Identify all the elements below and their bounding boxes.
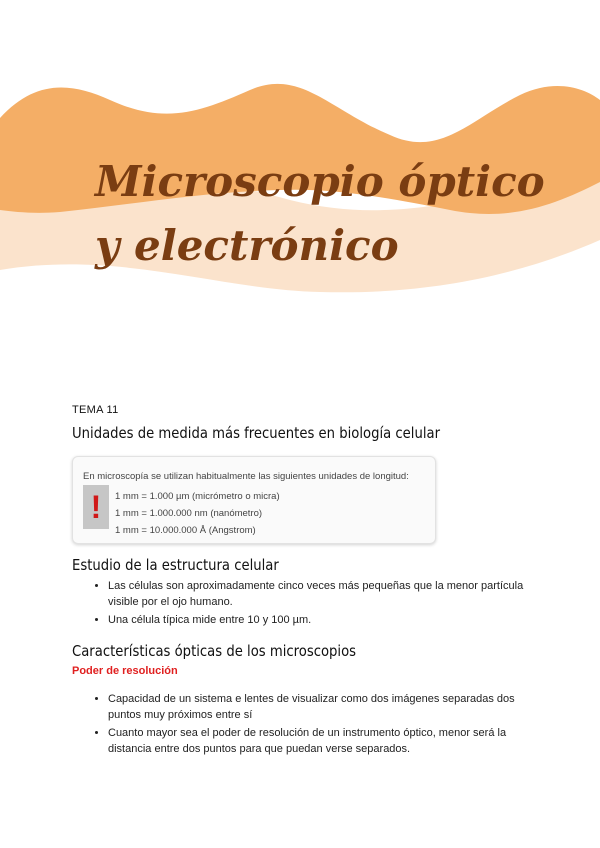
list-item: • Las células son aproximadamente cinco veces más pequeñas que la menor partícula visible por el ojo humano. [108, 578, 542, 610]
document-body [72, 404, 542, 759]
unit-line-nanometer: 1 mm = 1.000.000 nm (nanómetro) [115, 508, 263, 519]
list-item: • Capacidad de un sistema e lentes de visualizar como dos imágenes separadas dos puntos muy próximos entre sí [108, 691, 542, 723]
structure-bullet-list [72, 578, 542, 628]
list-item: • Una célula típica mide entre 10 y 100 µm. [108, 612, 542, 628]
unit-line-angstrom: 1 mm = 10.000.000 Å (Angstrom) [115, 525, 256, 536]
list-item: • Cuanto mayor sea el poder de resolución de un instrumento óptico, menor será la distancia entre dos puntos para que puedan verse separados. [108, 725, 542, 757]
optics-heading: Características ópticas de los microscopios [72, 642, 357, 660]
structure-heading: Estudio de la estructura celular [72, 556, 279, 574]
unit-line-micrometer: 1 mm = 1.000 µm (micrómetro o micra) [115, 491, 280, 502]
units-info-box [72, 456, 436, 544]
warning-icon: ! [83, 485, 109, 529]
optics-bullet-list [72, 691, 542, 757]
page-title: Microscopio óptico y electrónico [95, 157, 545, 270]
units-intro-text: En microscopía se utilizan habitualmente las siguientes unidades de longitud: [83, 471, 409, 482]
resolution-subheading: Poder de resolución [72, 665, 178, 677]
units-heading: Unidades de medida más frecuentes en biología celular [72, 424, 441, 442]
topic-label: TEMA 11 [72, 404, 119, 416]
